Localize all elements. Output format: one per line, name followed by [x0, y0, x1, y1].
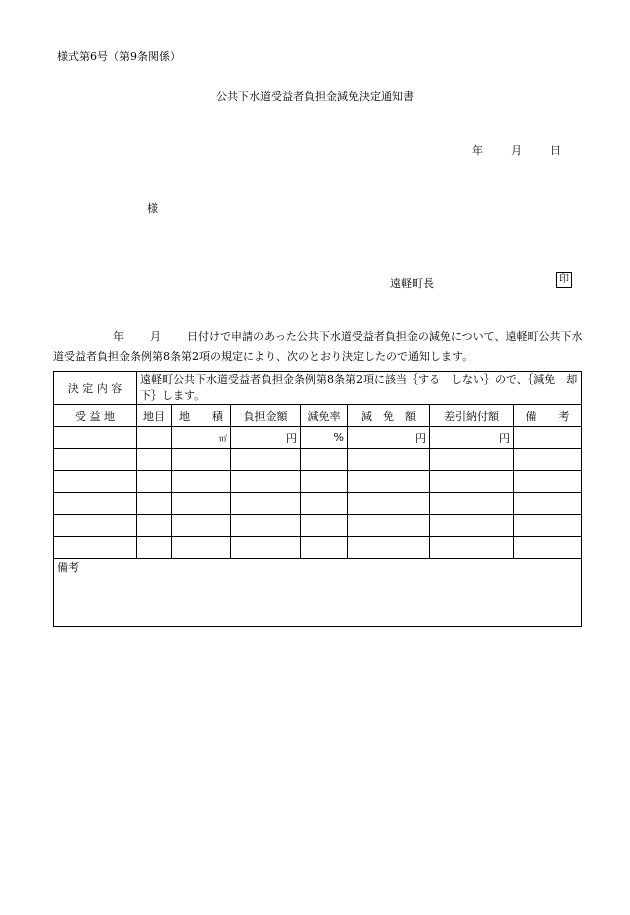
cell[interactable]: [301, 449, 348, 471]
cell[interactable]: [348, 493, 430, 515]
cell[interactable]: [430, 515, 514, 537]
cell[interactable]: [137, 493, 172, 515]
date-line: [472, 142, 561, 158]
cell[interactable]: [514, 471, 582, 493]
remarks-cell[interactable]: [54, 559, 582, 627]
cell-net-payable[interactable]: [430, 427, 514, 449]
header-beneficiary-land: 受 益 地: [54, 405, 137, 427]
remarks-row: [54, 559, 582, 627]
decision-table: [53, 371, 582, 627]
table-row: [54, 493, 582, 515]
cell[interactable]: [137, 471, 172, 493]
cell[interactable]: [231, 471, 301, 493]
header-net-payable: 差引納付額: [430, 405, 514, 427]
cell[interactable]: [430, 449, 514, 471]
cell-notes[interactable]: [514, 427, 582, 449]
issuer-name: 遠軽町長: [390, 277, 434, 290]
cell[interactable]: [301, 515, 348, 537]
cell[interactable]: [231, 493, 301, 515]
unit-reduction: 円: [415, 431, 426, 445]
cell[interactable]: [137, 537, 172, 559]
cell[interactable]: [54, 471, 137, 493]
cell[interactable]: [172, 471, 231, 493]
form-number: 様式第6号（第9条関係）: [57, 50, 181, 63]
date-day: 日: [550, 144, 561, 157]
cell[interactable]: [54, 493, 137, 515]
cell[interactable]: [348, 449, 430, 471]
cell[interactable]: [301, 471, 348, 493]
seal-mark: 印: [556, 272, 572, 288]
cell[interactable]: [348, 537, 430, 559]
body-year: 年: [113, 330, 124, 343]
cell[interactable]: [137, 449, 172, 471]
table-row: [54, 537, 582, 559]
header-area: 地 積: [172, 405, 231, 427]
cell[interactable]: [231, 449, 301, 471]
unit-area: ㎡: [219, 434, 227, 443]
cell[interactable]: [172, 537, 231, 559]
cell[interactable]: [514, 515, 582, 537]
cell[interactable]: [430, 493, 514, 515]
body-month: 月: [150, 330, 161, 343]
body-text: 日付けで申請のあった公共下水道受益者負担金の減免について、遠軽町公共下水道受益者負担金条例第8条第2項の規定により、次のとおり決定したので通知します。: [53, 330, 583, 363]
cell[interactable]: [54, 449, 137, 471]
cell[interactable]: [172, 493, 231, 515]
remarks-label: 備考: [57, 561, 79, 574]
cell[interactable]: [172, 449, 231, 471]
table-row: [54, 427, 582, 449]
cell-reduction-rate[interactable]: [301, 427, 348, 449]
unit-payable: 円: [499, 431, 510, 445]
cell[interactable]: [301, 537, 348, 559]
header-reduction-rate: 減免率: [301, 405, 348, 427]
cell[interactable]: [514, 449, 582, 471]
header-charge-amount: 負担金額: [231, 405, 301, 427]
header-reduction-amount: 減 免 額: [348, 405, 430, 427]
cell[interactable]: [137, 515, 172, 537]
cell[interactable]: [430, 471, 514, 493]
cell[interactable]: [54, 537, 137, 559]
cell-reduction-amount[interactable]: [348, 427, 430, 449]
cell[interactable]: [54, 515, 137, 537]
body-paragraph: [53, 327, 583, 367]
unit-rate: %: [333, 431, 344, 444]
cell-charge-amount[interactable]: [231, 427, 301, 449]
header-land-category: 地目: [137, 405, 172, 427]
date-year: 年: [472, 144, 483, 157]
decision-row: [54, 372, 582, 405]
cell[interactable]: [514, 537, 582, 559]
recipient-suffix: 様: [147, 202, 158, 215]
cell[interactable]: [514, 493, 582, 515]
decision-label: 決 定 内 容: [54, 372, 137, 405]
cell[interactable]: [231, 515, 301, 537]
cell[interactable]: [301, 493, 348, 515]
date-month: 月: [511, 144, 522, 157]
cell-area[interactable]: [172, 427, 231, 449]
cell[interactable]: [172, 515, 231, 537]
table-row: [54, 515, 582, 537]
cell[interactable]: [231, 537, 301, 559]
header-notes: 備 考: [514, 405, 582, 427]
cell-land-category[interactable]: [137, 427, 172, 449]
document-title: 公共下水道受益者負担金減免決定通知書: [216, 90, 414, 103]
unit-amount: 円: [286, 431, 297, 445]
decision-text: 遠軽町公共下水道受益者負担金条例第8条第2項に該当｛する しない｝ので、｛減免 却下｝します。: [137, 372, 582, 405]
cell[interactable]: [348, 515, 430, 537]
table-row: [54, 471, 582, 493]
header-row: [54, 405, 582, 427]
cell[interactable]: [430, 537, 514, 559]
cell-beneficiary-land[interactable]: [54, 427, 137, 449]
table-row: [54, 449, 582, 471]
cell[interactable]: [348, 471, 430, 493]
